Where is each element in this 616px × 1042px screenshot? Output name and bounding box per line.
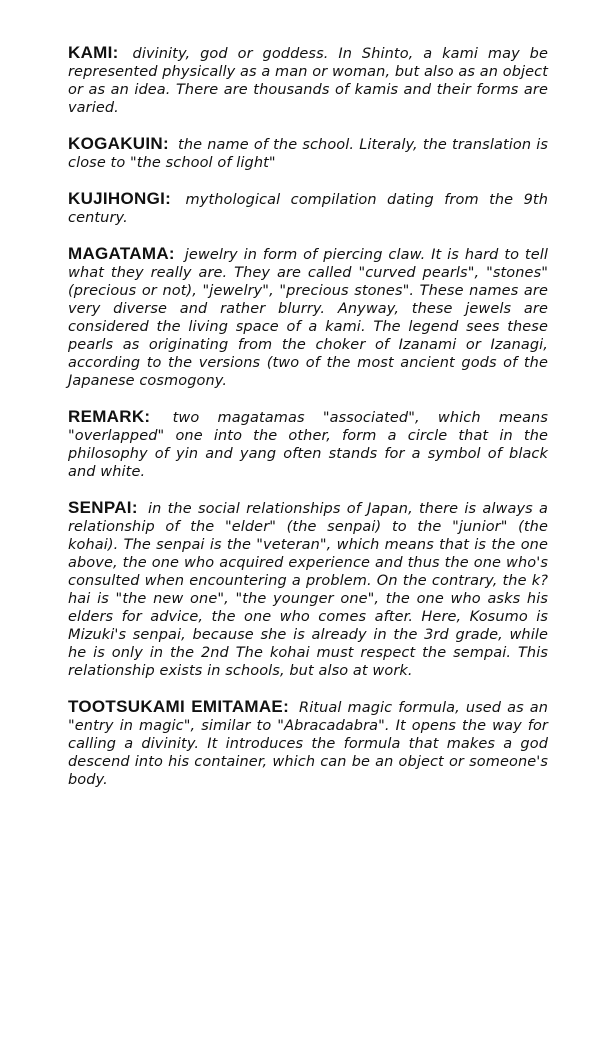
glossary-term: MAGATAMA: (68, 244, 175, 263)
glossary-entry-kujihongi (68, 190, 548, 227)
glossary-term: SENPAI: (68, 498, 138, 517)
glossary-definition: Ritual magic formula, used as an "entry in magic", similar to "Abracadabra". It opens the way for calling a divinity. It introduces the formula that makes a god descend into his container, which can be an object or someone's body. (68, 700, 549, 788)
glossary-term: REMARK: (68, 407, 151, 426)
glossary-term: TOOTSUKAMI EMITAMAE: (68, 697, 290, 716)
glossary-definition: in the social relationships of Japan, there is always a relationship of the "elder" (the senpai) to the "junior" (the kohai). The senpai is the "veteran", which means that is the one above, the one who acquired experience and thus the one who's consulted when encountering a problem. On the contrary, the k?hai is "the new one", "the younger one", the one who asks his elders for advice, the one who comes after. Here, Kosumo is Mizuki's senpai, because she is already in the 3rd grade, while he is only in the 2nd The kohai must respect the sempai. This relationship exists in schools, but also at work. (68, 501, 548, 679)
glossary-entry-kogakuin (68, 135, 548, 172)
glossary-definition: the name of the school. Literaly, the translation is close to "the school of light" (68, 137, 548, 171)
glossary-term: KAMI: (68, 43, 119, 62)
glossary-term: KOGAKUIN: (68, 134, 169, 153)
glossary-term: KUJIHONGI: (68, 189, 172, 208)
glossary-definition: mythological compilation dating from the 9th century. (68, 192, 548, 226)
glossary-definition: two magatamas "associated", which means "overlapped" one into the other, form a circle that in the philosophy of yin and yang often stands for a symbol of black and white. (68, 410, 548, 480)
glossary-definition: jewelry in form of piercing claw. It is hard to tell what they really are. They are called "curved pearls", "stones" (precious or not), "jewelry", "precious stones". These names are very diverse and rather blurry. Anyway, these jewels are considered the living space of a kami. The legend sees these pearls as originating from the choker of Izanami or Izanagi, according to the versions (two of the most ancient gods of the Japanese cosmogony. (68, 247, 548, 389)
glossary-entry-tootsukami-emitamae (68, 698, 548, 789)
glossary-entry-remark (68, 408, 548, 481)
glossary-entry-senpai (68, 499, 548, 680)
glossary-list (68, 44, 548, 789)
glossary-definition: divinity, god or goddess. In Shinto, a kami may be represented physically as a man or woman, but also as an object or as an idea. There are thousands of kamis and their forms are varied. (68, 46, 549, 116)
glossary-entry-magatama (68, 245, 548, 390)
glossary-entry-kami (68, 44, 548, 117)
